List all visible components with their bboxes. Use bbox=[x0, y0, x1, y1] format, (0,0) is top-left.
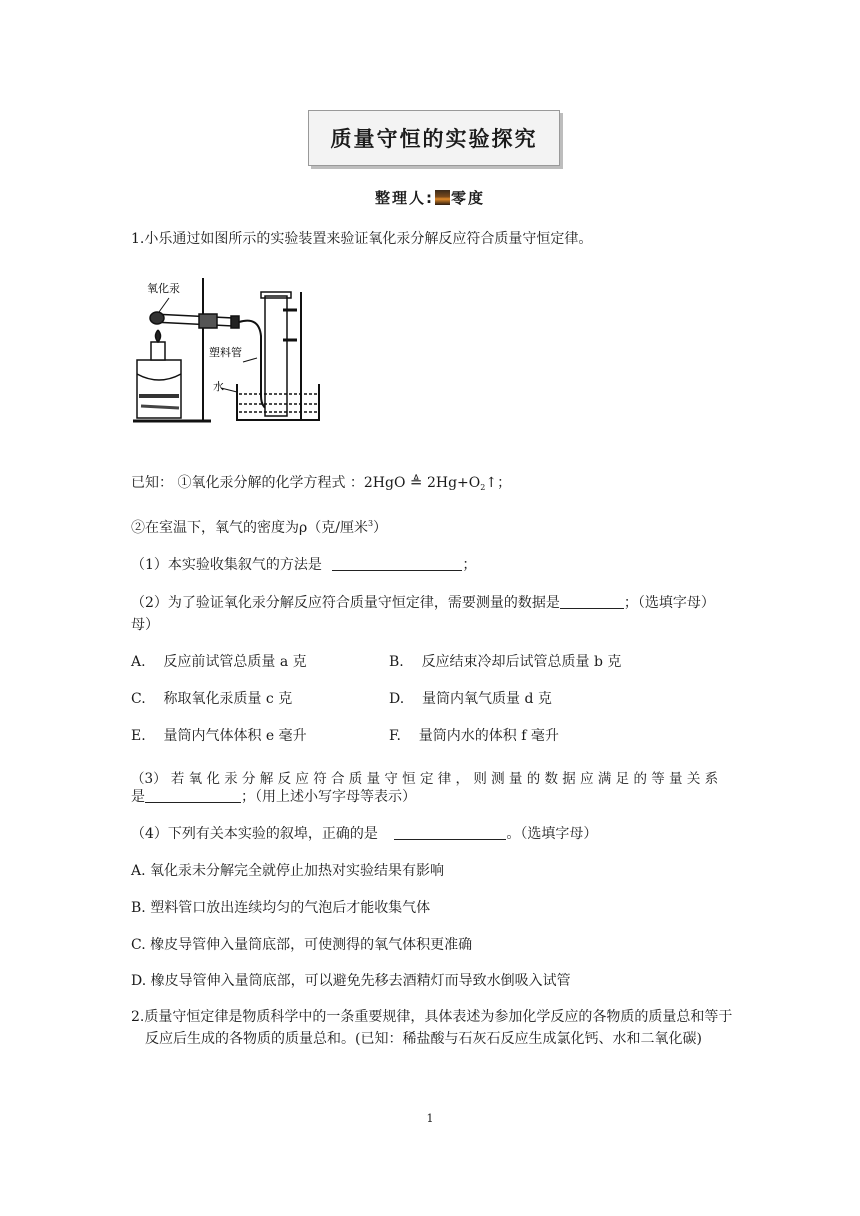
option-d bbox=[389, 688, 552, 708]
p4-option-b: B. 塑料管口放出连续均匀的气泡后才能收集气体 bbox=[131, 900, 431, 916]
option-text: 量筒内氧气质量 d 克 bbox=[422, 691, 552, 707]
p4-option-c: C. 橡皮导管伸入量筒底部，可使测得的氧气体积更准确 bbox=[131, 937, 473, 953]
q1-part3: （3） 若 氧 化 汞 分 解 反 应 符 合 质 量 守 恒 定 律 ， 则 测 量 的 数 据 应 满 足 的 等 量 关 系 bbox=[131, 771, 719, 787]
page-number: 1 bbox=[426, 1112, 434, 1125]
known-equation bbox=[131, 472, 511, 492]
equation-tail: ↑； bbox=[485, 475, 512, 491]
o2-subscript: 2 bbox=[480, 483, 486, 492]
option-letter: C. bbox=[131, 691, 146, 707]
answer-blank-3[interactable] bbox=[145, 788, 241, 803]
oxygen-density bbox=[131, 517, 387, 537]
option-b bbox=[389, 651, 621, 671]
part4-end: 。（选填字母） bbox=[506, 826, 598, 842]
compiler-line bbox=[0, 187, 860, 208]
option-letter: D. bbox=[389, 691, 405, 707]
option-e bbox=[131, 725, 307, 745]
answer-blank-2[interactable] bbox=[560, 594, 624, 609]
q1-part1 bbox=[131, 554, 476, 574]
answer-blank-1[interactable] bbox=[332, 556, 462, 571]
option-text: 反应结束冷却后试管总质量 b 克 bbox=[421, 654, 622, 670]
part2-text: （2）为了验证氧化汞分解反应符合质量守恒定律，需要测量的数据是 bbox=[131, 595, 560, 611]
equation-products: 2Hg+O bbox=[426, 475, 481, 491]
figure-label-tube: 塑料管 bbox=[209, 346, 242, 359]
option-text: 反应前试管总质量 a 克 bbox=[163, 654, 307, 670]
option-text: 量筒内气体体积 e 毫升 bbox=[163, 728, 307, 744]
part1-end: ； bbox=[462, 557, 477, 573]
compiler-name: 零度 bbox=[450, 189, 485, 207]
figure-label-water: 水 bbox=[213, 380, 224, 393]
option-letter: F. bbox=[389, 728, 401, 744]
equation-reactant: 已知： ①氧化汞分解的化学方程式 ：2HgO bbox=[131, 475, 406, 491]
q1-part3-cont bbox=[131, 786, 416, 806]
p4-option-d: D. 橡皮导管伸入量筒底部，可以避免先移去酒精灯而导致水倒吸入试管 bbox=[131, 973, 571, 989]
q1-part4 bbox=[131, 823, 597, 843]
p4-option-a: A. 氧化汞未分解完全就停止加热对实验结果有影响 bbox=[131, 863, 445, 879]
part2-end: ；（选填字母） bbox=[623, 595, 715, 611]
compiler-label: 整理人: bbox=[374, 189, 434, 207]
part1-text: （1）本实验收集叙气的方法是 bbox=[131, 557, 322, 573]
density-sup: 3 bbox=[367, 519, 374, 528]
page-title bbox=[308, 110, 560, 166]
part3-start: 是 bbox=[131, 789, 145, 805]
density-text: ②在室温下，氧气的密度为ρ（克/厘米 bbox=[131, 520, 368, 536]
q2-stem: 2.质量守恒定律是物质科学中的一条重要规律，具体表述为参加化学反应的各物质的质量总和等于反应后生成的各物质的质量总和。(已知：稀盐酸与石灰石反应生成氯化钙、水和二氧化碳) bbox=[131, 1009, 733, 1047]
part3-end: ；（用上述小写字母等表示） bbox=[241, 789, 416, 805]
part4-text: （4）下列有关本实验的叙埠，正确的是 bbox=[131, 826, 378, 842]
q1-part2-cont: 母） bbox=[131, 617, 159, 633]
option-letter: E. bbox=[131, 728, 146, 744]
option-letter: A. bbox=[131, 654, 146, 670]
q1-part2 bbox=[131, 592, 715, 612]
option-f bbox=[389, 725, 559, 745]
answer-blank-4[interactable] bbox=[394, 825, 506, 840]
q1-stem: 1.小乐通过如图所示的实验装置来验证氧化汞分解反应符合质量守恒定律。 bbox=[131, 231, 593, 247]
option-c bbox=[131, 688, 292, 708]
page-title-text: 质量守恒的实验探究 bbox=[330, 127, 538, 151]
option-text: 称取氧化汞质量 c 克 bbox=[163, 691, 293, 707]
option-text: 量筒内水的体积 f 毫升 bbox=[418, 728, 559, 744]
avatar-icon bbox=[435, 190, 450, 205]
figure-label-hgo: 氧化汞 bbox=[147, 282, 180, 295]
option-letter: B. bbox=[389, 654, 404, 670]
density-close: ） bbox=[373, 520, 388, 536]
apparatus-figure bbox=[133, 276, 325, 424]
heat-arrow: ≜ bbox=[409, 473, 423, 491]
option-a bbox=[131, 651, 307, 671]
